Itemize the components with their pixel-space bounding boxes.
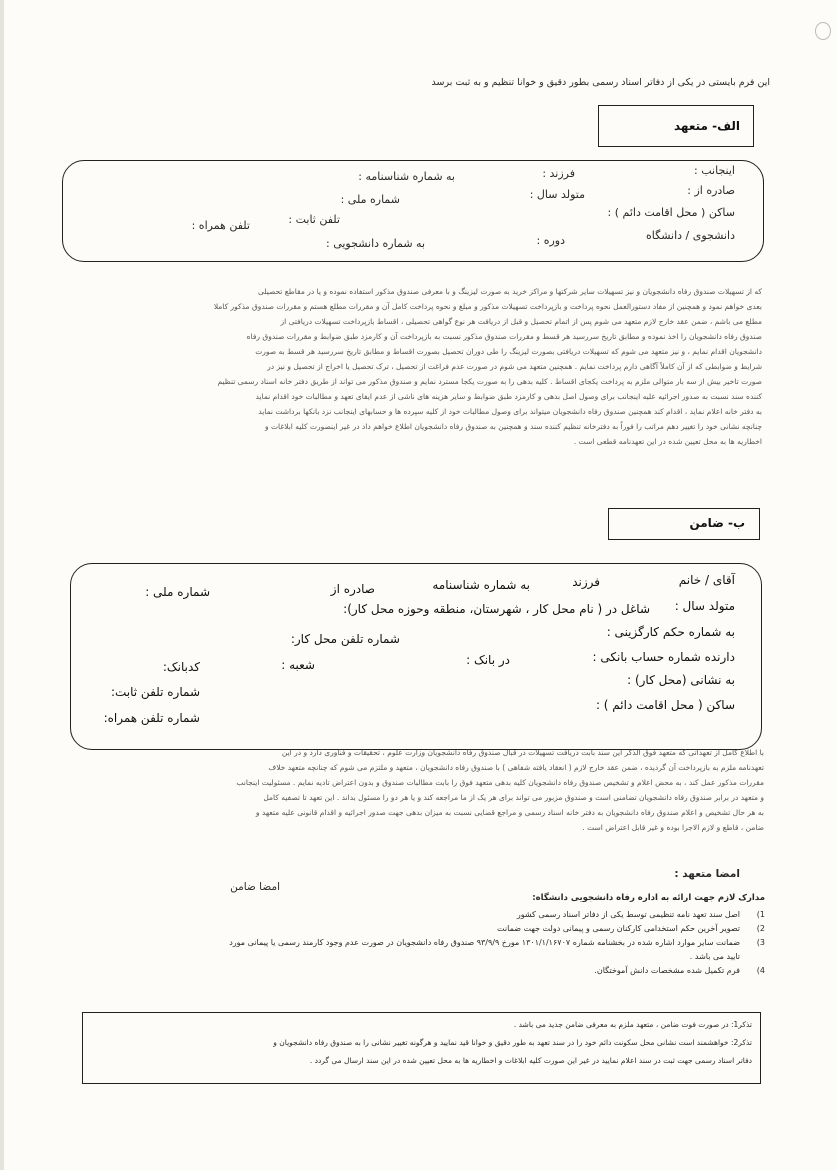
section-b-mr-mrs-label: آقای / خانم (678, 573, 735, 587)
documents-item: 2)تصویر آخرین حکم استخدامی کارکنان رسمی و پیمانی دولت جهت ضمانت (497, 924, 765, 933)
signature-obligor-label: امضا متعهد : (674, 868, 740, 880)
section-a-body-text: که از تسهیلات صندوق رفاه دانشجویان و نیز تسهیلات سایر شرکتها و مراکز خرید به صورت لیزینگ و با معرفی صندوق مذکور استفاده نموده و یا در مقاطع تحصیلی بعدی خواهم نمود و همچنین از مفاد دستورالعمل نحوه پرداخت و بازپرداخت تسهیلات مذکور و مبلغ و نحوه پرداخت کامل آن و مقررات مطلع هستم و مقررات صندوق مذکور کاملا مطلع می باشم ، ضمن عقد خارج لازم متعهد می شوم پس از اتمام تحصیل و قبل از دریافت هر نوع گواهی تحصیلی ، اقساط بازپرداخت تسهیلات دریافتی از صندوق رفاه دانشجویان را اخذ نموده و مطابق تاریخ سررسید هر قسط و مقررات صندوق مذکور نسبت به بازپرداخت آن و کارمزد طبق ضوابط و مقررات صندوق رفاه دانشجویان اقدام نمایم ، و نیز متعهد می شوم که تسهیلات دریافتی بصورت لیزینگ را طی دوران تحصیل بصورت اقساط و مطابق تاریخ سررسید هر قسط به صورت شرایط و ضوابطی که از آن کاملاً آگاهی دارم پرداخت نمایم . همچنین متعهد می شوم در صورت عدم فراغت از تحصیل ، ترک تحصیل یا اخراج از تحصیل و نیز در صورت تاخیر بیش از سه بار متوالی ملزم به پرداخت یکجای اقساط . کلیه بدهی را به صورت یکجا مسترد نمایم و صندوق مذکور می تواند از طریق دفتر خانه اسناد رسمی تنظیم کننده سند نسبت به صدور اجرائیه علیه اینجانب برای وصول اصل بدهی و کارمزد طبق ضوابط و سایر هزینه های ناشی از عدم ایفای تعهد و مطالبات خود اقدام نماید به دفتر خانه اعلام نماید ، اقدام کند همچنین صندوق رفاه دانشجویان میتواند برای وصول مطالبات خود از کلیه سپرده ها و حسابهای اینجانب نزد بانکها برداشت نماید چنانچه نشانی خود را تغییر دهم مراتب را فوراً به دفترخانه تنظیم کننده سند و همچنین به صندوق رفاه دانشجویان اطلاع خواهم داد در غیر اینصورت کلیه ابلاغات و اخطاریه ها به محل تعیین شده در این تعهدنامه قطعی است . (213, 287, 762, 446)
section-a-child-of-label: فرزند : (542, 167, 575, 180)
section-a-title: الف- متعهد (673, 119, 740, 133)
scan-left-edge (0, 0, 4, 1170)
documents-item: 4)فرم تکمیل شده مشخصات دانش آموختگان. (594, 966, 765, 975)
section-a-national-code-label: شماره ملی : (340, 193, 400, 206)
section-b-national-code-label: شماره ملی : (145, 585, 210, 599)
section-b-mobile-label: شماره تلفن همراه: (103, 711, 200, 725)
section-a-student-number-label: به شماره دانشجویی : (326, 237, 425, 250)
note-2: تذکر2: خواهشمند است نشانی محل سکونت دائم خود را در سند تعهد به طور دقیق و خوانا قید نمایید و هرگونه تغییر نشانی را به صندوق رفاه دانشجویان و (273, 1038, 752, 1047)
section-b-issued-from-label: صادره از (330, 582, 375, 596)
section-b-employed-at-label: شاغل در ( نام محل کار ، شهرستان، منطقه وحوزه محل کار): (343, 602, 650, 616)
documents-title: مدارک لازم جهت ارائه به اداره رفاه دانشجویی دانشگاه: (532, 893, 765, 903)
form-header-note: این فرم بایستی در یکی از دفاتر اسناد رسمی بطور دقیق و خوانا تنظیم و به ثبت برسد (431, 77, 770, 88)
scan-punch-mark (815, 22, 831, 40)
section-b-account-holder-label: دارنده شماره حساب بانکی : (592, 650, 735, 664)
section-b-body-text: با اطلاع کامل از تعهداتی که متعهد فوق الذکر این سند بابت دریافت تسهیلات در قبال صندوق رفاه دانشجویان وزارت علوم ، تحقیقات و فناوری دارد و در این تعهدنامه ملزم به بازپرداخت آن گردیده ، ضمن عقد خارج لازم ( انعقاد یافته شفاهی ) با صندوق رفاه دانشجویان ، متعهد و ملتزم می شوم که چنانچه متعهد خلاف مقررات مذکور عمل کند ، به محض اعلام و تشخیص صندوق رفاه دانشجویان کلیه بدهی متعهد فوق را بابت مطالبات صندوق و بدون اعتراض تادیه نمایم . مسئولیت اینجانب و متعهد در برابر صندوق رفاه دانشجویان تضامنی است و صندوق مزبور می تواند برای هر یک از ما مراجعه کند و یا هر دو را مسئول بداند . این تعهد تا تصفیه کامل به هر حال تشخیص و اعلام صندوق رفاه دانشجویان به دفتر خانه اسناد رسمی و مراجع قضایی نسبت به میزان بدهی جهت صدور اجرائیه و اقدام قانونی علیه متعهد و ضامن ، قاطع و لازم الاجرا بوده و غیر قابل اعتراض است . (236, 748, 764, 832)
section-a-birth-year-label: متولد سال : (529, 188, 585, 201)
documents-item: 3)ضمانت سایر موارد اشاره شده در بخشنامه شماره ۱۳۰۱/۱/۱۶۷۰۷ مورخ ۹۳/۹/۹ صندوق رفاه دانشجویان در صورت عدم وجود کارمند رسمی یا پیمانی مورد (229, 938, 765, 947)
notes-text (90, 1016, 752, 1070)
section-a-resident-label: ساکن ( محل اقامت دائم ) : (607, 206, 735, 219)
section-b-birth-year-label: متولد سال : (674, 599, 735, 613)
documents-item: 1)اصل سند تعهد نامه تنظیمی توسط یکی از دفاتر اسناد رسمی کشور (516, 910, 765, 919)
signature-guarantor-label: امضا ضامن (230, 881, 280, 893)
section-b-at-bank-label: در بانک : (466, 653, 510, 667)
section-b-branch-code-label: کدبانک: (162, 660, 200, 674)
note-1: تذکر1: در صورت فوت ضامن ، متعهد ملزم به معرفی ضامن جدید می باشد . (513, 1020, 752, 1029)
section-b-branch-label: شعبه : (281, 658, 315, 672)
section-a-name-label: اینجانب : (694, 164, 735, 177)
section-b-title: ب- ضامن (689, 516, 745, 530)
section-b-landline-label: شماره تلفن ثابت: (110, 685, 200, 699)
section-b-resident-label: ساکن ( محل اقامت دائم ) : (595, 698, 735, 712)
section-b-work-phone-label: شماره تلفن محل کار: (290, 632, 400, 646)
section-b-child-of-label: فرزند (572, 575, 600, 589)
section-a-student-university-label: دانشجوی / دانشگاه (646, 229, 735, 242)
note-3: دفاتر اسناد رسمی جهت ثبت در سند اعلام نمایید در غیر این صورت کلیه ابلاغات و اخطاریه ها به محل تعیین شده در این سند ارسال می گردد . (309, 1056, 752, 1065)
documents-item: تایید می باشد . (689, 952, 740, 961)
section-b-work-address-label: به نشانی (محل کار) : (627, 673, 735, 687)
section-b-employment-order-label: به شماره حکم کارگزینی : (606, 625, 735, 639)
section-a-landline-label: تلفن ثابت : (288, 213, 340, 226)
section-a-id-number-label: به شماره شناسنامه : (358, 170, 455, 183)
documents-list (100, 908, 765, 978)
section-a-period-label: دوره : (536, 234, 565, 247)
section-a-issued-from-label: صادره از : (687, 184, 735, 197)
section-b-id-number-label: به شماره شناسنامه (432, 578, 530, 592)
section-a-mobile-label: تلفن همراه : (191, 219, 250, 232)
